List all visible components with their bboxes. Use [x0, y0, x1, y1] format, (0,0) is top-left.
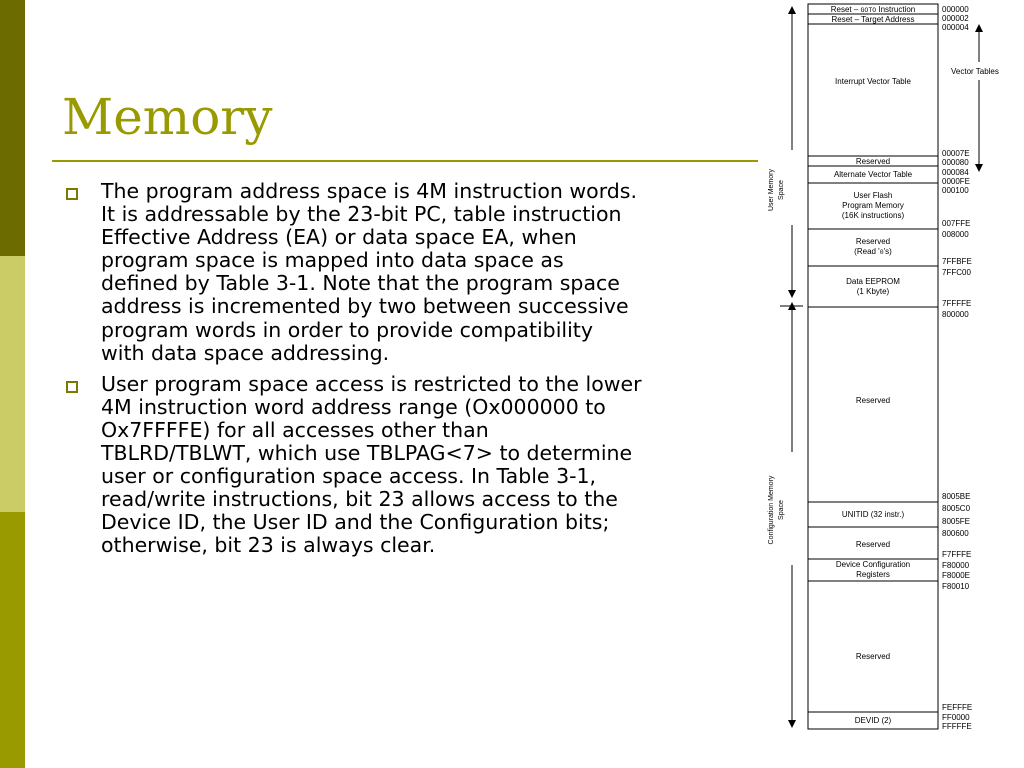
user-space-label-line2: Space — [778, 180, 785, 200]
block-user-flash-line3: (16K instructions) — [841, 211, 905, 220]
address-label: 8005C0 — [942, 504, 971, 513]
block-reserved-2: Reserved — [855, 396, 891, 405]
address-label: 800000 — [942, 310, 969, 319]
bullet-item — [62, 373, 752, 558]
bullet-item — [62, 180, 752, 365]
block-alternate-vector-table: Alternate Vector Table — [833, 170, 913, 179]
address-label: 00007E — [942, 149, 970, 158]
address-label: 800600 — [942, 529, 969, 538]
address-label: 000004 — [942, 23, 969, 32]
block-interrupt-vector-table: Interrupt Vector Table — [835, 77, 911, 86]
address-label: 8005FE — [942, 517, 971, 526]
block-reserved-4: Reserved — [855, 652, 891, 661]
address-label: 8005BE — [942, 492, 971, 501]
block-reserved-3: Reserved — [855, 540, 891, 549]
address-label: 000084 — [942, 168, 969, 177]
block-devid: DEVID (2) — [854, 716, 892, 725]
user-space-label-line1: User Memory — [768, 168, 775, 212]
address-label: 008000 — [942, 230, 969, 239]
address-label: 000100 — [942, 186, 969, 195]
sidebar-band-bottom — [0, 512, 25, 768]
address-label: 000002 — [942, 14, 969, 23]
bullet-text: The program address space is 4M instruction words. It is addressable by the 23-bit PC, table instruction Effective Address (EA) or data space EA, when program space is mapped into data space as defined by Table 3-1. Note that the program space address is incremented by two between successive program words in order to provide compatibility with data space addressing. — [101, 179, 637, 365]
block-reserved-1: Reserved — [855, 157, 891, 166]
sidebar-band-middle — [0, 256, 25, 512]
block-data-eeprom-line1: Data EEPROM — [846, 277, 900, 286]
address-label: FEFFFE — [942, 703, 973, 712]
block-data-eeprom-line2: (1 Kbyte) — [856, 287, 890, 296]
block-reset-target: Reset – Target Address — [831, 15, 915, 24]
block-reserved-read-line1: Reserved — [855, 237, 891, 246]
block-user-flash-line1: User Flash — [853, 191, 893, 200]
config-space-label-line1: Configuration Memory — [768, 475, 775, 545]
address-label: F7FFFE — [942, 550, 972, 559]
address-label: FF0000 — [942, 713, 970, 722]
bullet-list — [62, 180, 752, 566]
memory-map-frame — [808, 4, 938, 729]
address-label: F80000 — [942, 561, 970, 570]
address-label: 007FFE — [942, 219, 971, 228]
address-label: 0000FE — [942, 177, 971, 186]
address-label: 7FFBFE — [942, 257, 972, 266]
slide-title: Memory — [62, 88, 273, 146]
memory-map-diagram — [760, 0, 1024, 740]
address-label: 000000 — [942, 5, 969, 14]
square-bullet-icon — [66, 188, 78, 200]
bullet-text: User program space access is restricted to the lower 4M instruction word address range (Ox000000 to Ox7FFFFE) for all accesses other than TBLRD/TBLWT, which use TBLPAG<7> to determine user or configuration space access. In Table 3-1, read/write instructions, bit 23 allows access to the Device ID, the User ID and the Configuration bits; otherwise, bit 23 is always clear. — [101, 371, 642, 558]
address-label: 000080 — [942, 158, 969, 167]
square-bullet-icon — [66, 381, 78, 393]
address-label: FFFFFE — [942, 722, 972, 731]
address-label: F8000E — [942, 571, 971, 580]
sidebar-band-top — [0, 0, 25, 256]
block-user-flash-line2: Program Memory — [842, 201, 904, 210]
title-underline — [52, 160, 758, 162]
block-device-config-line1: Device Configuration — [835, 560, 911, 569]
address-label: 7FFFFE — [942, 299, 972, 308]
config-space-label-line2: Space — [778, 500, 785, 520]
block-device-config-line2: Registers — [856, 570, 890, 579]
address-label: 7FFC00 — [942, 268, 971, 277]
block-reserved-read-line2: (Read '0's) — [854, 247, 892, 256]
block-reset-goto: Reset – GOTO Instruction — [830, 5, 916, 14]
block-unitid: UNITID (32 instr.) — [841, 510, 905, 519]
vector-tables-label: Vector Tables — [951, 67, 999, 76]
address-label: F80010 — [942, 582, 970, 591]
